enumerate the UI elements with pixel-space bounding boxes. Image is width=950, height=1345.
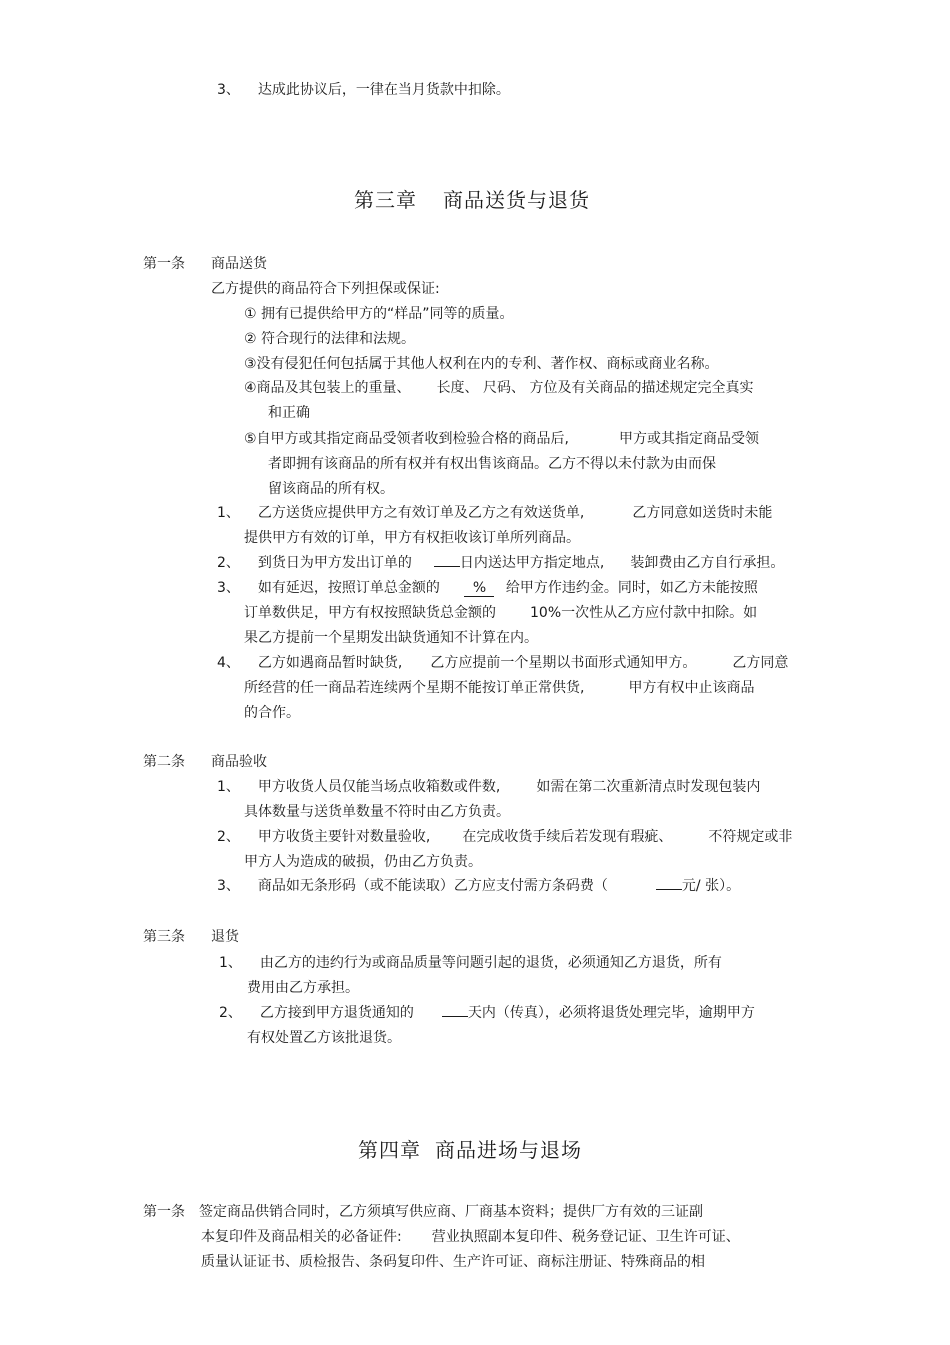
guarantee-item: ② 符合现行的法律和法规。 bbox=[244, 331, 416, 347]
item-number: 2、 bbox=[219, 1005, 242, 1021]
top-item bbox=[217, 80, 510, 100]
item-number: 1、 bbox=[219, 955, 242, 971]
paragraph-line: 具体数量与送货单数量不符时由乙方负责。 bbox=[244, 804, 510, 820]
guarantee-item bbox=[244, 378, 753, 398]
text-segment: 到货日为甲方发出订单的 bbox=[257, 555, 412, 571]
chapter-4-heading bbox=[358, 1137, 582, 1163]
text-segment: 营业执照副本复印件、税务登记证、卫生许可证、 bbox=[431, 1229, 740, 1245]
blank-field bbox=[442, 1016, 468, 1017]
item-number: 3、 bbox=[217, 82, 240, 98]
article-label: 第二条 bbox=[143, 754, 185, 770]
text-segment: 乙方同意 bbox=[732, 655, 789, 671]
text-segment: 在完成收货手续后若发现有瑕疵、 bbox=[462, 829, 673, 845]
text-segment: 乙方应提前一个星期以书面形式通知甲方。 bbox=[430, 655, 697, 671]
text-segment: 乙方接到甲方退货通知的 bbox=[259, 1005, 414, 1021]
text-segment: 如有延迟，按照订单总金额的 bbox=[257, 580, 440, 596]
numbered-item bbox=[217, 503, 772, 523]
paragraph-line: 乙方提供的商品符合下列担保或保证: bbox=[211, 281, 440, 297]
text-segment: 装卸费由乙方自行承担。 bbox=[630, 555, 785, 571]
numbered-item bbox=[219, 953, 722, 973]
text-segment: 如需在第二次重新清点时发现包装内 bbox=[536, 779, 761, 795]
blank-field: % bbox=[463, 580, 496, 596]
numbered-item bbox=[217, 777, 760, 797]
paragraph-line: 留该商品的所有权。 bbox=[268, 481, 394, 497]
item-number: 4、 bbox=[217, 655, 240, 671]
paragraph-line: 费用由乙方承担。 bbox=[247, 980, 359, 996]
text-segment: 甲方收货主要针对数量验收, bbox=[257, 829, 431, 845]
text-segment: 甲方有权中止该商品 bbox=[628, 680, 755, 696]
item-text: 达成此协议后，一律在当月货款中扣除。 bbox=[257, 82, 510, 98]
item-number: 2、 bbox=[217, 555, 240, 571]
text-segment: 日内送达甲方指定地点, bbox=[459, 555, 605, 571]
paragraph-line: 有权处置乙方该批退货。 bbox=[247, 1030, 401, 1046]
text-segment: 签定商品供销合同时，乙方须填写供应商、厂商基本资料；提供厂方有效的三证副 bbox=[199, 1204, 703, 1220]
item-number: 3、 bbox=[217, 580, 240, 596]
item-number: 1、 bbox=[217, 779, 240, 795]
text-segment: 订单数供足，甲方有权按照缺货总金额的 bbox=[244, 605, 496, 621]
paragraph-line bbox=[201, 1227, 740, 1247]
text-segment: 甲方收货人员仅能当场点收箱数或件数, bbox=[257, 779, 501, 795]
chapter-title: 商品送货与退货 bbox=[443, 188, 590, 212]
text-segment: 乙方如遇商品暂时缺货, bbox=[257, 655, 403, 671]
numbered-item bbox=[217, 653, 788, 673]
article-1-heading bbox=[143, 254, 267, 274]
item-number: 1、 bbox=[217, 505, 240, 521]
numbered-item bbox=[217, 553, 784, 573]
paragraph-line: 质量认证证书、质检报告、条码复印件、生产许可证、商标注册证、特殊商品的相 bbox=[201, 1254, 705, 1270]
text-segment: ④商品及其包装上的重量、 bbox=[244, 380, 411, 396]
text-segment: 本复印件及商品相关的必备证件: bbox=[201, 1229, 402, 1245]
article-title: 退货 bbox=[211, 929, 239, 945]
blank-field bbox=[656, 889, 682, 890]
article-title: 商品送货 bbox=[211, 256, 267, 272]
paragraph-line bbox=[244, 678, 754, 698]
text-segment: 元/ 张）。 bbox=[681, 878, 741, 894]
text-segment: 商品如无条形码（或不能读取）乙方应支付需方条码费（ bbox=[257, 878, 608, 894]
text-segment: 不符规定或非 bbox=[708, 829, 793, 845]
numbered-item bbox=[217, 578, 758, 598]
text-segment: 所经营的任一商品若连续两个星期不能按订单正常供货, bbox=[244, 680, 585, 696]
paragraph-line: 甲方人为造成的破损，仍由乙方负责。 bbox=[244, 854, 482, 870]
paragraph-line: 和正确 bbox=[268, 405, 310, 421]
paragraph-line: 果乙方提前一个星期发出缺货通知不计算在内。 bbox=[244, 630, 538, 646]
text-segment: 由乙方的违约行为或商品质量等问题引起的退货，必须通知乙方退货，所有 bbox=[259, 955, 722, 971]
paragraph-line bbox=[244, 603, 757, 623]
article-2-heading bbox=[143, 752, 267, 772]
item-number: 3、 bbox=[217, 878, 240, 894]
chapter-title: 商品进场与退场 bbox=[435, 1138, 582, 1162]
text-segment: ⑤自甲方或其指定商品受领者收到检验合格的商品后, bbox=[244, 431, 569, 447]
text-segment: 天内（传真），必须将退货处理完毕，逾期甲方 bbox=[467, 1005, 755, 1021]
article-label: 第三条 bbox=[143, 929, 185, 945]
article-label: 第一条 bbox=[143, 256, 185, 272]
numbered-item bbox=[219, 1003, 755, 1023]
blank-field bbox=[434, 566, 460, 567]
text-segment: 甲方或其指定商品受领 bbox=[619, 431, 759, 447]
guarantee-item bbox=[244, 429, 759, 449]
chapter-number: 第三章 bbox=[354, 188, 417, 212]
text-segment: 10%一次性从乙方应付款中扣除。如 bbox=[530, 605, 758, 621]
article-1-paragraph bbox=[143, 1202, 703, 1222]
text-segment: 乙方送货应提供甲方之有效订单及乙方之有效送货单, bbox=[257, 505, 585, 521]
guarantee-item: ① 拥有已提供给甲方的“样品”同等的质量。 bbox=[244, 306, 514, 322]
chapter-number: 第四章 bbox=[358, 1138, 421, 1162]
text-segment: 给甲方作违约金。同时，如乙方未能按照 bbox=[505, 580, 758, 596]
paragraph-line: 的合作。 bbox=[244, 705, 300, 721]
paragraph-line: 者即拥有该商品的所有权并有权出售该商品。乙方不得以未付款为由而保 bbox=[268, 456, 716, 472]
item-number: 2、 bbox=[217, 829, 240, 845]
numbered-item bbox=[217, 876, 740, 896]
guarantee-item: ③没有侵犯任何包括属于其他人权利在内的专利、著作权、商标或商业名称。 bbox=[244, 356, 719, 372]
article-title: 商品验收 bbox=[211, 754, 267, 770]
article-3-heading bbox=[143, 927, 239, 947]
article-label: 第一条 bbox=[143, 1204, 185, 1220]
numbered-item bbox=[217, 827, 792, 847]
paragraph-line: 提供甲方有效的订单，甲方有权拒收该订单所列商品。 bbox=[244, 530, 580, 546]
text-segment: 乙方同意如送货时未能 bbox=[632, 505, 773, 521]
text-segment: 长度、 尺码、 方位及有关商品的描述规定完全真实 bbox=[436, 380, 754, 396]
chapter-3-heading bbox=[354, 187, 590, 213]
